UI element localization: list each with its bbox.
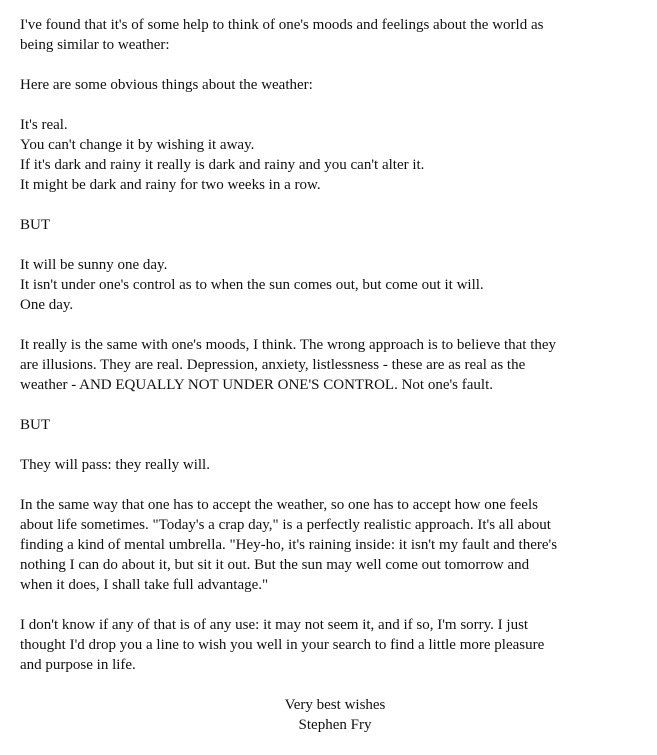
sunny-paragraph: [20, 255, 640, 315]
weather-facts-paragraph: [20, 115, 640, 195]
signoff-wishes: Very best wishes: [284, 697, 386, 713]
text-line: It might be dark and rainy for two weeks in a row.: [20, 177, 321, 193]
but-paragraph-2: [20, 415, 640, 435]
text-line: They will pass: they really will.: [20, 457, 210, 473]
text-line: nothing I can do about it, but sit it out. But the sun may well come out tomorrow and: [20, 557, 530, 573]
text-line: It will be sunny one day.: [20, 257, 168, 273]
text-line: finding a kind of mental umbrella. "Hey-ho, it's raining inside: it isn't my fault and there's: [20, 537, 558, 553]
signoff: [20, 695, 650, 735]
letter-body: [20, 15, 640, 735]
text-line: thought I'd drop you a line to wish you well in your search to find a little more pleasure: [20, 637, 545, 653]
text-line: I've found that it's of some help to think of one's moods and feelings about the world as: [20, 17, 544, 33]
text-line: You can't change it by wishing it away.: [20, 137, 255, 153]
obvious-things-paragraph: [20, 75, 640, 95]
text-line: One day.: [20, 297, 74, 313]
text-line: In the same way that one has to accept the weather, so one has to accept how one feels: [20, 497, 538, 513]
text-line: when it does, I shall take full advantage.": [20, 577, 269, 593]
signoff-name: Stephen Fry: [298, 717, 372, 733]
text-line: about life sometimes. "Today's a crap day," is a perfectly realistic approach. It's all about: [20, 517, 551, 533]
text-line: It isn't under one's control as to when the sun comes out, but come out it will.: [20, 277, 484, 293]
text-line: and purpose in life.: [20, 657, 136, 673]
text-line: If it's dark and rainy it really is dark and rainy and you can't alter it.: [20, 157, 425, 173]
text-line: It's real.: [20, 117, 68, 133]
text-line: weather - AND EQUALLY NOT UNDER ONE'S CONTROL. Not one's fault.: [20, 377, 494, 393]
closing-paragraph: [20, 615, 640, 675]
but-paragraph-1: [20, 215, 640, 235]
pass-paragraph: [20, 455, 640, 475]
text-line: are illusions. They are real. Depression, anxiety, listlessness - these are as real as the: [20, 357, 526, 373]
moods-paragraph: [20, 335, 640, 395]
intro-paragraph: [20, 15, 640, 55]
text-line: BUT: [20, 217, 50, 233]
text-line: being similar to weather:: [20, 37, 170, 53]
text-line: I don't know if any of that is of any use: it may not seem it, and if so, I'm sorry. I just: [20, 617, 529, 633]
text-line: It really is the same with one's moods, I think. The wrong approach is to believe that they: [20, 337, 557, 353]
text-line: BUT: [20, 417, 50, 433]
text-line: Here are some obvious things about the weather:: [20, 77, 313, 93]
accept-paragraph: [20, 495, 640, 595]
